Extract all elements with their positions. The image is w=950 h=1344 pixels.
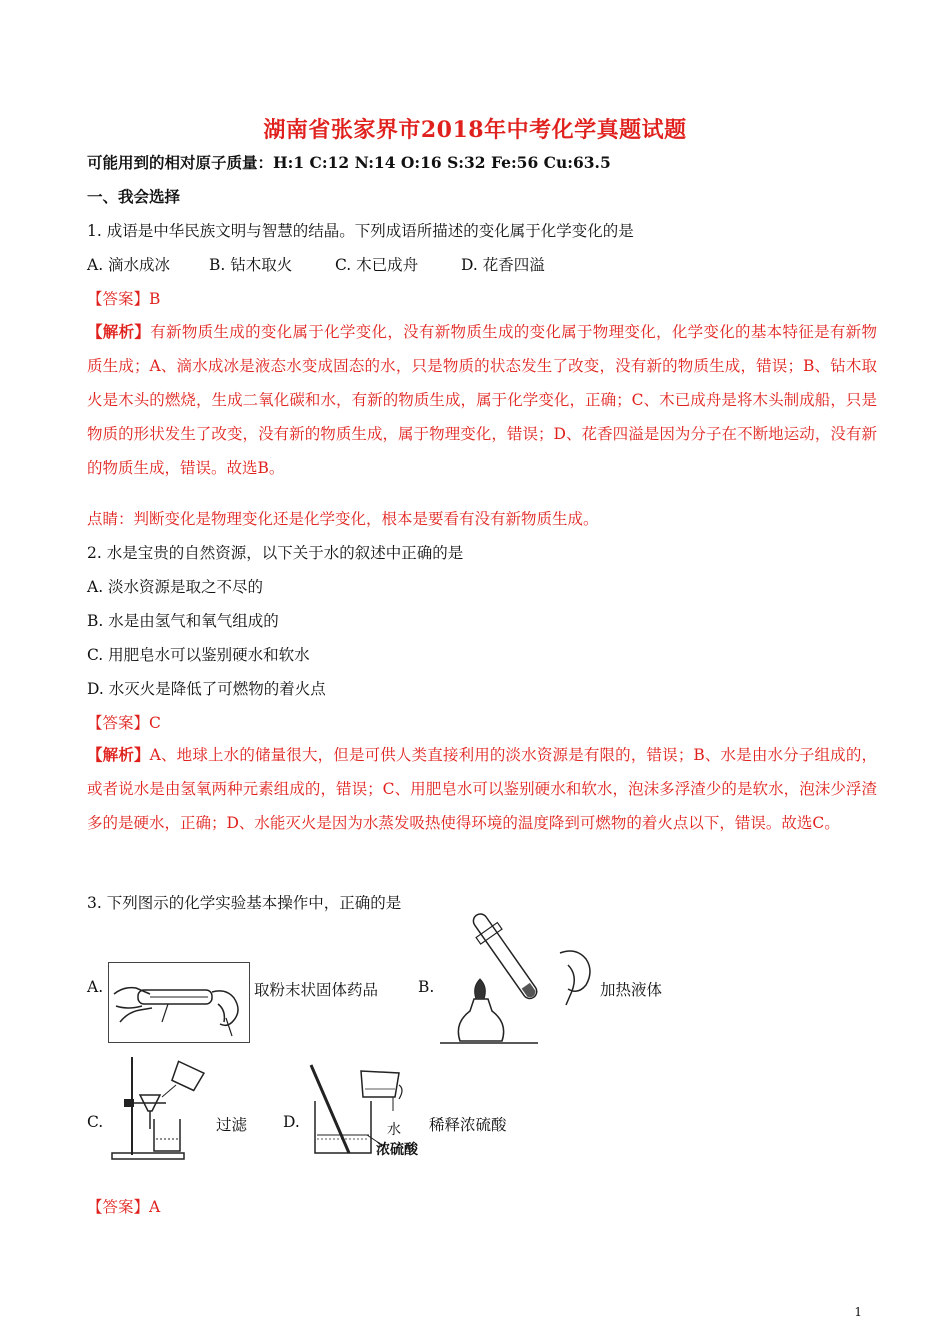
q2-option-c: C. 用肥皂水可以鉴别硬水和软水 [87,646,310,664]
page-number: 1 [854,1305,862,1319]
q1-analysis [87,315,877,485]
q3-option-a-letter: A. [87,978,104,996]
section-heading: 一、我会选择 [87,187,181,206]
q2-option-a: A. 淡水资源是取之不尽的 [87,578,264,596]
filtration-illustration [110,1055,210,1161]
q1-option-c: C. 木已成舟 [335,256,419,274]
dilution-water-label: 水 [387,1122,401,1138]
q1-analysis-label: 【解析】 [87,322,151,341]
powder-sampling-illustration [108,962,254,1044]
q2-option-b: B. 水是由氢气和氧气组成的 [87,612,279,630]
q1-option-b: B. 钻木取火 [209,256,293,274]
q3-option-d-letter: D. [283,1113,300,1131]
q2-stem: 2. 水是宝贵的自然资源，以下关于水的叙述中正确的是 [87,544,464,562]
q3-option-d-label: 稀释浓硫酸 [429,1116,507,1134]
q1-tip: 点睛：判断变化是物理变化还是化学变化，根本是要看有没有新物质生成。 [87,510,599,528]
q3-answer: 【答案】A [87,1198,161,1216]
q2-answer: 【答案】C [87,714,161,732]
q2-analysis-label: 【解析】 [87,745,150,764]
q2-analysis-text: A、地球上水的储量很大，但是可供人类直接利用的淡水资源是有限的，错误；B、水是由水分子组成的，或者说水是由氢氧两种元素组成的，错误；C、用肥皂水可以鉴别硬水和软水，泡沫多浮渣少的是软水，泡沫少浮渣多的是硬水，正确；D、水能灭火是因为水蒸发吸热使得环境的温度降到可燃物的着火点以下，错误。故选C。 [87,746,877,832]
q3-option-b-label: 加热液体 [600,981,663,999]
q3-option-c-letter: C. [87,1113,104,1131]
q3-option-c-label: 过滤 [216,1116,248,1134]
atomic-masses: 可能用到的相对原子质量：H:1 C:12 N:14 O:16 S:32 Fe:56 Cu:63.5 [87,153,611,172]
q1-option-d: D. 花香四溢 [461,256,545,274]
q3-option-b-letter: B. [418,978,435,996]
heating-liquid-illustration [440,905,600,1047]
page-title: 湖南省张家界市2018年中考化学真题试题 [263,117,687,143]
q2-analysis [87,738,877,840]
q1-options [87,255,545,275]
q2-option-d: D. 水灭火是降低了可燃物的着火点 [87,680,326,698]
q3-option-a-label: 取粉末状固体药品 [254,981,379,999]
q1-analysis-text: 有新物质生成的变化属于化学变化，没有新物质生成的变化属于物理变化，化学变化的基本特征是有新物质生成；A、滴水成冰是液态水变成固态的水，只是物质的状态发生了改变，没有新的物质生成，错误；B、钻木取火是木头的燃烧，生成二氧化碳和水，有新的物质生成，属于化学变化，正确；C、木已成舟是将木头制成船，只是物质的形状发生了改变，没有新的物质生成，属于物理变化，错误；D、花香四溢是因为分子在不断地运动，没有新的物质生成，错误。故选B。 [87,323,877,477]
q1-stem: 1. 成语是中华民族文明与智慧的结晶。下列成语所描述的变化属于化学变化的是 [87,222,634,240]
q1-answer: 【答案】B [87,290,161,308]
q3-stem: 3. 下列图示的化学实验基本操作中，正确的是 [87,894,402,912]
q1-option-a: A. 滴水成冰 [87,256,171,274]
dilution-acid-label: 浓硫酸 [376,1142,418,1158]
